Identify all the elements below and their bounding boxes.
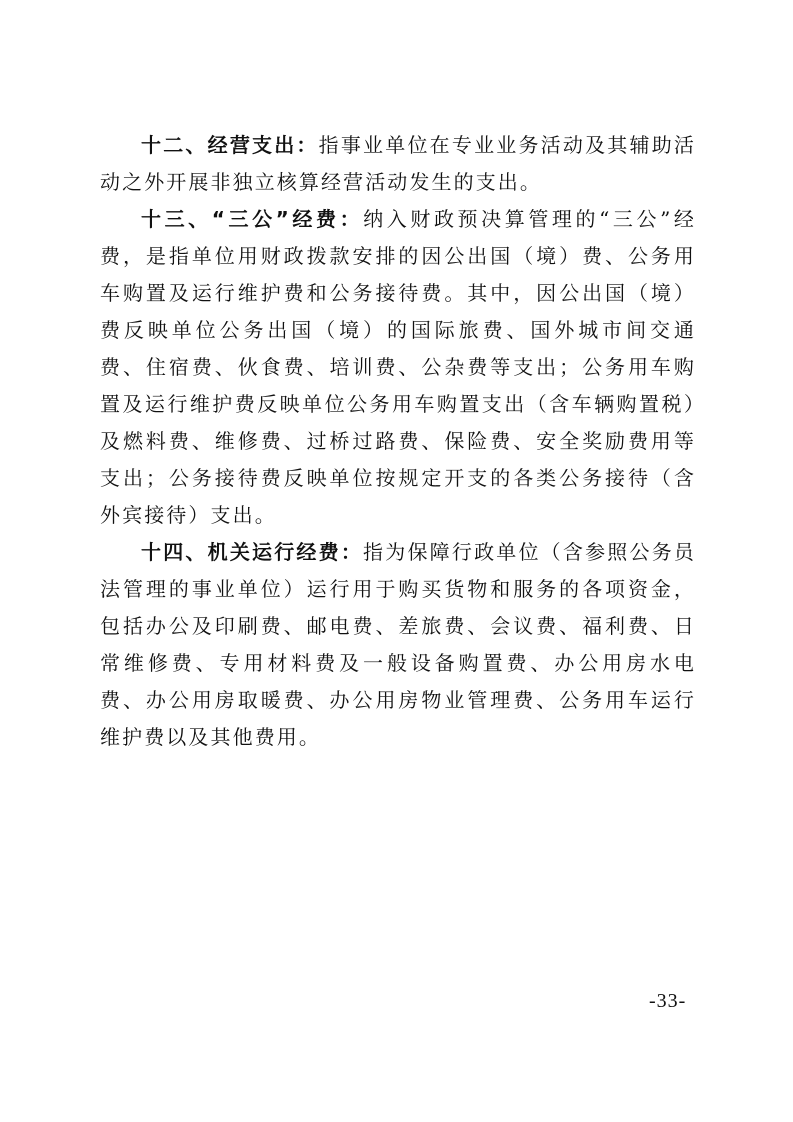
term-definition: 纳入财政预决算管理的“三公”经费，是指单位用财政拨款安排的因公出国（境）费、公务用车购置及运行维护费和公务接待费。其中，因公出国（境）费反映单位公务出国（境）的国际旅费、国外城市间交通费、住宿费、伙食费、培训费、公杂费等支出；公务用车购置及运行维护费反映单位公务用车购置支出（含车辆购置税）及燃料费、维修费、过桥过路费、保险费、安全奖励费用等支出；公务接待费反映单位按规定开支的各类公务接待（含外宾接待）支出。 <box>100 207 696 527</box>
paragraph-agency-operating-expenses <box>100 534 696 756</box>
term-heading: 十四、机关运行经费： <box>141 540 364 564</box>
paragraph-three-public-expenses <box>100 201 696 534</box>
term-definition: 指事业单位在专业业务活动及其辅助活动之外开展非独立核算经营活动发生的支出。 <box>100 133 696 194</box>
document-body <box>100 127 696 756</box>
term-heading: 十三、“三公”经费： <box>141 207 364 231</box>
paragraph-operating-expenditure <box>100 127 696 201</box>
page-number: -33- <box>649 990 687 1012</box>
term-heading: 十二、经营支出： <box>141 133 319 157</box>
term-definition: 指为保障行政单位（含参照公务员法管理的事业单位）运行用于购买货物和服务的各项资金，包括办公及印刷费、邮电费、差旅费、会议费、福利费、日常维修费、专用材料费及一般设备购置费、办公用房水电费、办公用房取暖费、办公用房物业管理费、公务用车运行维护费以及其他费用。 <box>100 540 697 749</box>
